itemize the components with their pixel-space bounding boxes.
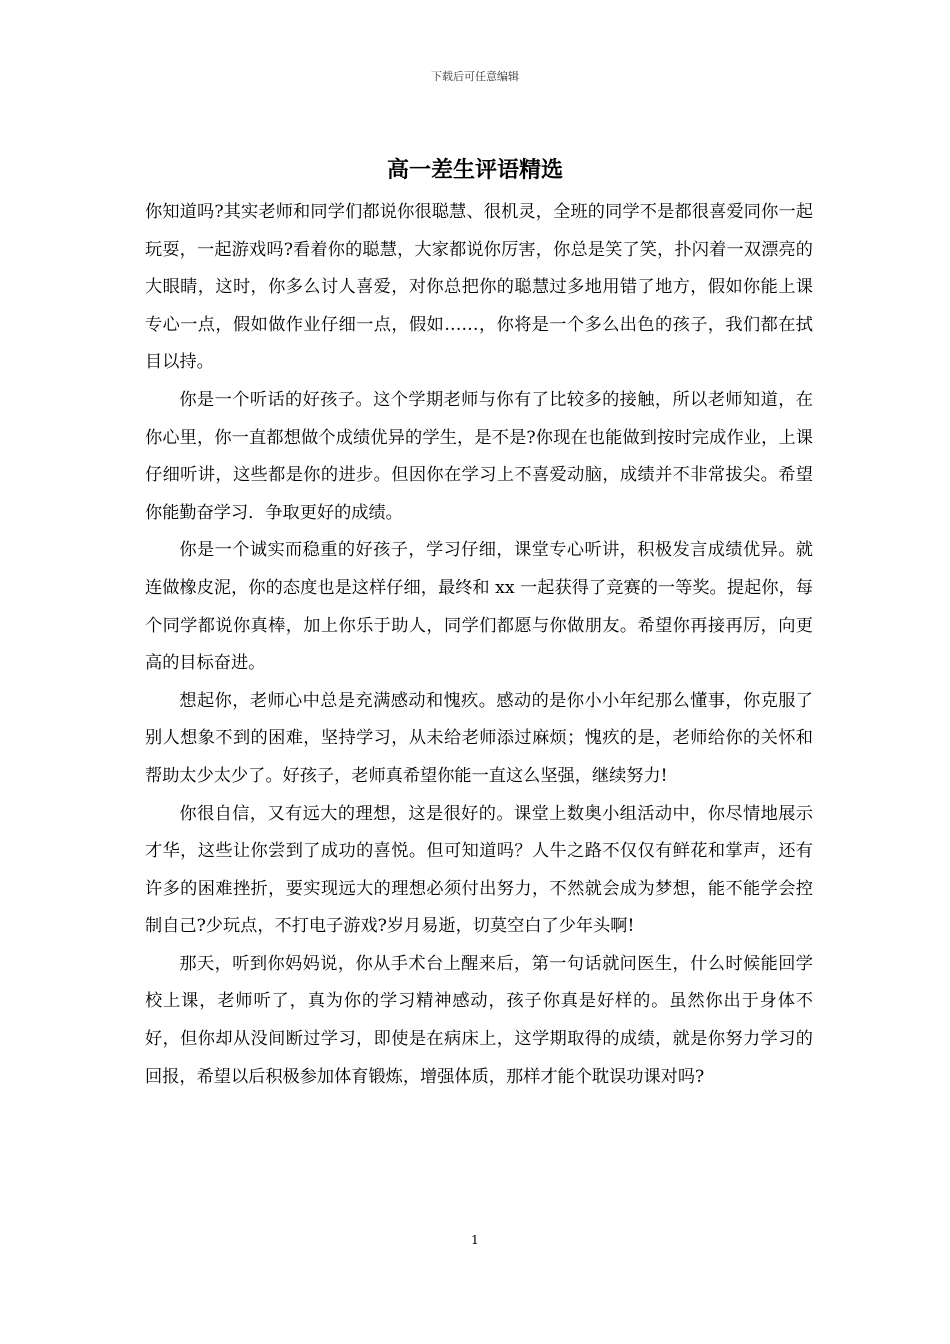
page-number: 1 [471, 1233, 479, 1247]
paragraph-5: 你很自信，又有远大的理想，这是很好的。课堂上数奥小组活动中，你尽情地展示才华，这些让你尝到了成功的喜悦。但可知道吗？人牛之路不仅仅有鲜花和掌声，还有许多的困难挫折，要实现远大的理想必须付出努力，不然就会成为梦想，能不能学会控制自己?少玩点，不打电子游戏?岁月易逝，切莫空白了少年头啊! [145, 803, 813, 937]
paragraph-1: 你知道吗?其实老师和同学们都说你很聪慧、很机灵，全班的同学不是都很喜爱同你一起玩耍，一起游戏吗?看着你的聪慧，大家都说你厉害，你总是笑了笑，扑闪着一双漂亮的大眼睛，这时，你多么讨人喜爱，对你总把你的聪慧过多地用错了地方，假如你能上课专心一点，假如做作业仔细一点，假如……，你将是一个多么出色的孩子，我们都在拭目以持。 [145, 202, 813, 373]
paragraph-4: 想起你，老师心中总是充满感动和愧疚。感动的是你小小年纪那么懂事，你克服了别人想象不到的困难，坚持学习，从未给老师添过麻烦；愧疚的是，老师给你的关怀和帮助太少太少了。好孩子，老师真希望你能一直这么坚强，继续努力! [145, 690, 813, 786]
page-header: 下载后可任意编辑 [431, 70, 519, 83]
paragraph-2: 你是一个听话的好孩子。这个学期老师与你有了比较多的接触，所以老师知道，在你心里，你一直都想做个成绩优异的学生，是不是?你现在也能做到按时完成作业，上课仔细听讲，这些都是你的进步。但因你在学习上不喜爱动脑，成绩并不非常拔尖。希望你能勤奋学习．争取更好的成绩。 [145, 389, 813, 523]
document-body [145, 194, 813, 1096]
paragraph-6: 那天，听到你妈妈说，你从手术台上醒来后，第一句话就问医生，什么时候能回学校上课，老师听了，真为你的学习精神感动，孩子你真是好样的。虽然你出于身体不好，但你却从没间断过学习，即使是在病床上，这学期取得的成绩，就是你努力学习的回报，希望以后积极参加体育锻炼，增强体质，那样才能个耽误功课对吗? [145, 953, 813, 1087]
paragraph-3: 你是一个诚实而稳重的好孩子，学习仔细，课堂专心听讲，积极发言成绩优异。就连做橡皮泥，你的态度也是这样仔细，最终和 xx 一起获得了竞赛的一等奖。提起你，每个同学都说你真棒，加上你乐于助人，同学们都愿与你做朋友。希望你再接再厉，向更高的目标奋进。 [145, 540, 813, 674]
document-title: 高一差生评语精选 [386, 157, 563, 183]
